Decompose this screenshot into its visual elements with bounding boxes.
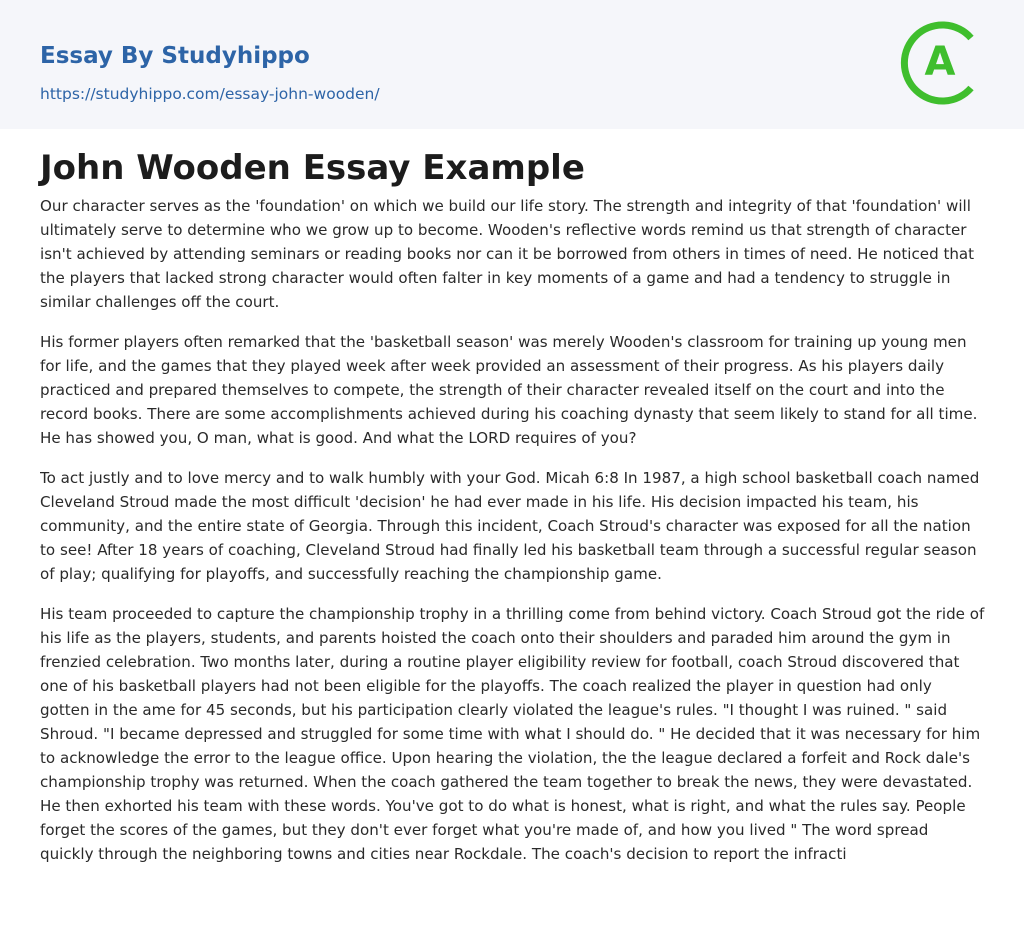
essay-paragraph-4: His team proceeded to capture the championship trophy in a thrilling come from behind victory. Coach Stroud got the ride of his life as the players, students, and parents hoisted the coach onto their shoulders and paraded him around the gym in frenzied celebration. Two months later, during a routine player eligibility review for football, coach Stroud discovered that one of his basketball players had not been eligible for the playoffs. The coach realized the player in question had only gotten in the ame for 45 seconds, but his participation clearly violated the league's rules. "I thought I was ruined. " said Shroud. "I became depressed and struggled for some time with what I should do. " He decided that it was necessary for him to acknowledge the error to the league office. Upon hearing the violation, the the league declared a forfeit and Rock dale's championship trophy was returned. When the coach gathered the team together to break the news, they were devastated. He then exhorted his team with these words. You've got to do what is honest, what is right, and what the rules say. People forget the scores of the games, but they don't ever forget what you're made of, and how you lived " The word spread quickly through the neighboring towns and cities near Rockdale. The coach's decision to report the infracti bbox=[40, 605, 985, 863]
logo-letter: A bbox=[924, 39, 956, 85]
essay-url-link[interactable]: https://studyhippo.com/essay-john-wooden/ bbox=[40, 85, 380, 103]
essay-paragraph-3: To act justly and to love mercy and to walk humbly with your God. Micah 6:8 In 1987, a high school basketball coach named Cleveland Stroud made the most difficult 'decision' he had ever made in his life. His decision impacted his team, his community, and the entire state of Georgia. Through this incident, Coach Stroud's character was exposed for all the nation to see! After 18 years of coaching, Cleveland Stroud had finally led his basketball team through a successful regular season of play; qualifying for playoffs, and successfully reaching the championship game. bbox=[40, 469, 980, 583]
essay-title: John Wooden Essay Example bbox=[40, 148, 585, 188]
essay-paragraph-2: His former players often remarked that the 'basketball season' was merely Wooden's classroom for training up young men for life, and the games that they played week after week provided an assessment of their progress. As his players daily practiced and prepared themselves to compete, the strength of their character revealed itself on the court and into the record books. There are some accomplishments achieved during his coaching dynasty that seem likely to stand for all time. He has showed you, O man, what is good. And what the LORD requires of you? bbox=[40, 333, 978, 447]
site-brand[interactable]: Essay By Studyhippo bbox=[40, 43, 310, 69]
essay-paragraph-1: Our character serves as the 'foundation' on which we build our life story. The strength and integrity of that 'foundation' will ultimately serve to determine who we grow up to become. Wooden's reflective words remind us that strength of character isn't achieved by attending seminars or reading books nor can it be borrowed from others in times of need. He noticed that the players that lacked strong character would often falter in key moments of a game and had a tendency to struggle in similar challenges off the court. bbox=[40, 197, 975, 311]
essay-body bbox=[40, 194, 985, 894]
site-header bbox=[0, 0, 1024, 129]
studyhippo-logo-icon[interactable] bbox=[900, 18, 990, 108]
